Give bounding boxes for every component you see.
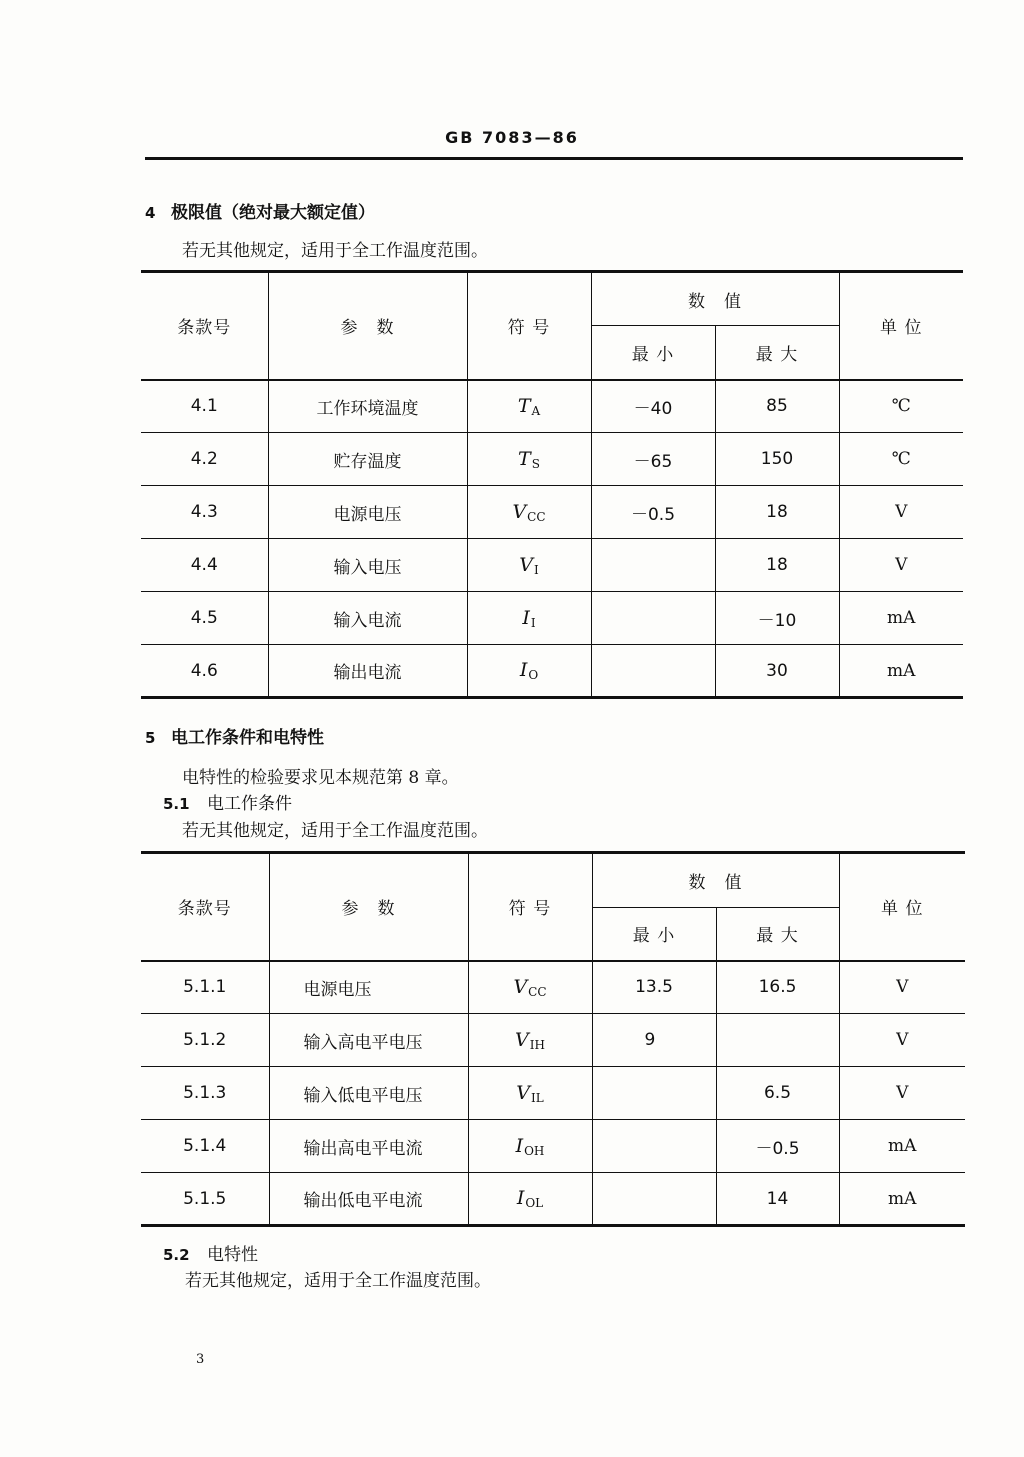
cell-max: 150 bbox=[715, 433, 839, 486]
table-row bbox=[141, 1067, 965, 1120]
cell-clause: 4.2 bbox=[141, 433, 268, 486]
cell-clause: 4.4 bbox=[141, 539, 268, 592]
cell-clause: 5.1.3 bbox=[141, 1067, 269, 1120]
table-row bbox=[141, 592, 963, 645]
table-row bbox=[141, 486, 963, 539]
cell-symbol: $V_{IL}$ bbox=[468, 1067, 592, 1120]
header-clause: 条款号 bbox=[141, 853, 269, 961]
cell-min: －0.5 bbox=[591, 486, 715, 539]
subsection-number: 5.1 bbox=[163, 795, 190, 813]
cell-max bbox=[716, 1014, 839, 1067]
table-row bbox=[141, 1014, 965, 1067]
cell-param: 输入电流 bbox=[268, 592, 467, 645]
subsection-title: 电特性 bbox=[207, 1245, 258, 1265]
header-min: 最 小 bbox=[591, 326, 715, 380]
cell-param: 输出低电平电流 bbox=[269, 1173, 468, 1226]
cell-min: 13.5 bbox=[592, 961, 716, 1014]
subsection-5-2-note: 若无其他规定，适用于全工作温度范围。 bbox=[185, 1271, 491, 1291]
cell-symbol: $V_I$ bbox=[467, 539, 591, 592]
cell-min bbox=[591, 592, 715, 645]
cell-symbol: $I_O$ bbox=[467, 645, 591, 698]
section-title: 极限值（绝对最大额定值） bbox=[171, 203, 375, 223]
cell-clause: 5.1.4 bbox=[141, 1120, 269, 1173]
cell-min bbox=[591, 539, 715, 592]
cell-param: 输出高电平电流 bbox=[269, 1120, 468, 1173]
header-unit: 单 位 bbox=[839, 853, 965, 961]
cell-min bbox=[592, 1120, 716, 1173]
header-max: 最 大 bbox=[715, 326, 839, 380]
limits-table bbox=[141, 270, 963, 699]
cell-param: 贮存温度 bbox=[268, 433, 467, 486]
section-title: 电工作条件和电特性 bbox=[171, 728, 324, 748]
table-row bbox=[141, 1120, 965, 1173]
cell-param: 输入电压 bbox=[268, 539, 467, 592]
cell-max: －0.5 bbox=[716, 1120, 839, 1173]
subsection-5-1-note: 若无其他规定，适用于全工作温度范围。 bbox=[182, 821, 488, 841]
header-rule bbox=[145, 157, 963, 160]
cell-param: 电源电压 bbox=[268, 486, 467, 539]
page-header-title: GB 7083—86 bbox=[445, 128, 579, 147]
subsection-title: 电工作条件 bbox=[207, 794, 292, 814]
cell-max: 18 bbox=[715, 539, 839, 592]
header-param: 参 数 bbox=[268, 272, 467, 380]
cell-max: 16.5 bbox=[716, 961, 839, 1014]
cell-max: 18 bbox=[715, 486, 839, 539]
cell-symbol: $T_S$ bbox=[467, 433, 591, 486]
page-number: 3 bbox=[196, 1352, 205, 1367]
subsection-5-1-heading bbox=[163, 789, 292, 814]
cell-param: 工作环境温度 bbox=[268, 380, 467, 433]
cell-unit: V bbox=[839, 1014, 965, 1067]
table-row bbox=[141, 1173, 965, 1226]
section-5-heading bbox=[145, 723, 324, 748]
section-number: 4 bbox=[145, 204, 156, 222]
cell-unit: ℃ bbox=[839, 433, 963, 486]
header-unit: 单 位 bbox=[839, 272, 963, 380]
cell-symbol: $I_I$ bbox=[467, 592, 591, 645]
cell-unit: V bbox=[839, 1067, 965, 1120]
cell-symbol: $I_{OL}$ bbox=[468, 1173, 592, 1226]
cell-unit: mA bbox=[839, 645, 963, 698]
header-min: 最 小 bbox=[592, 908, 716, 961]
cell-clause: 4.5 bbox=[141, 592, 268, 645]
cell-symbol: $T_A$ bbox=[467, 380, 591, 433]
cell-symbol: $V_{CC}$ bbox=[467, 486, 591, 539]
cell-clause: 4.6 bbox=[141, 645, 268, 698]
cell-clause: 4.3 bbox=[141, 486, 268, 539]
cell-max: 14 bbox=[716, 1173, 839, 1226]
table-row bbox=[141, 645, 963, 698]
cell-unit: mA bbox=[839, 1120, 965, 1173]
section-4-heading bbox=[145, 198, 375, 223]
cell-max: 85 bbox=[715, 380, 839, 433]
cell-unit: mA bbox=[839, 1173, 965, 1226]
cell-unit: ℃ bbox=[839, 380, 963, 433]
cell-param: 输入高电平电压 bbox=[269, 1014, 468, 1067]
cell-symbol: $I_{OH}$ bbox=[468, 1120, 592, 1173]
header-clause: 条款号 bbox=[141, 272, 268, 380]
cell-min: 9 bbox=[592, 1014, 716, 1067]
header-max: 最 大 bbox=[716, 908, 839, 961]
header-value: 数 值 bbox=[592, 853, 839, 908]
operating-conditions-table bbox=[141, 851, 965, 1227]
header-symbol: 符 号 bbox=[467, 272, 591, 380]
cell-min bbox=[592, 1173, 716, 1226]
subsection-5-2-heading bbox=[163, 1240, 258, 1265]
cell-unit: mA bbox=[839, 592, 963, 645]
subsection-number: 5.2 bbox=[163, 1246, 190, 1264]
cell-unit: V bbox=[839, 961, 965, 1014]
cell-symbol: $V_{IH}$ bbox=[468, 1014, 592, 1067]
section-5-note: 电特性的检验要求见本规范第 8 章。 bbox=[182, 768, 459, 788]
table-row bbox=[141, 539, 963, 592]
cell-unit: V bbox=[839, 539, 963, 592]
cell-clause: 5.1.1 bbox=[141, 961, 269, 1014]
cell-unit: V bbox=[839, 486, 963, 539]
table-row bbox=[141, 961, 965, 1014]
cell-max: 6.5 bbox=[716, 1067, 839, 1120]
section-number: 5 bbox=[145, 729, 156, 747]
cell-max: 30 bbox=[715, 645, 839, 698]
cell-clause: 4.1 bbox=[141, 380, 268, 433]
cell-param: 输入低电平电压 bbox=[269, 1067, 468, 1120]
table-row bbox=[141, 380, 963, 433]
cell-min bbox=[592, 1067, 716, 1120]
cell-symbol: $V_{CC}$ bbox=[468, 961, 592, 1014]
header-value: 数 值 bbox=[591, 272, 839, 326]
header-param: 参 数 bbox=[269, 853, 468, 961]
cell-min: －65 bbox=[591, 433, 715, 486]
cell-param: 电源电压 bbox=[269, 961, 468, 1014]
header-symbol: 符 号 bbox=[468, 853, 592, 961]
cell-min bbox=[591, 645, 715, 698]
cell-clause: 5.1.2 bbox=[141, 1014, 269, 1067]
cell-max: －10 bbox=[715, 592, 839, 645]
table-row bbox=[141, 433, 963, 486]
cell-clause: 5.1.5 bbox=[141, 1173, 269, 1226]
cell-min: －40 bbox=[591, 380, 715, 433]
section-4-note: 若无其他规定，适用于全工作温度范围。 bbox=[182, 241, 488, 261]
cell-param: 输出电流 bbox=[268, 645, 467, 698]
